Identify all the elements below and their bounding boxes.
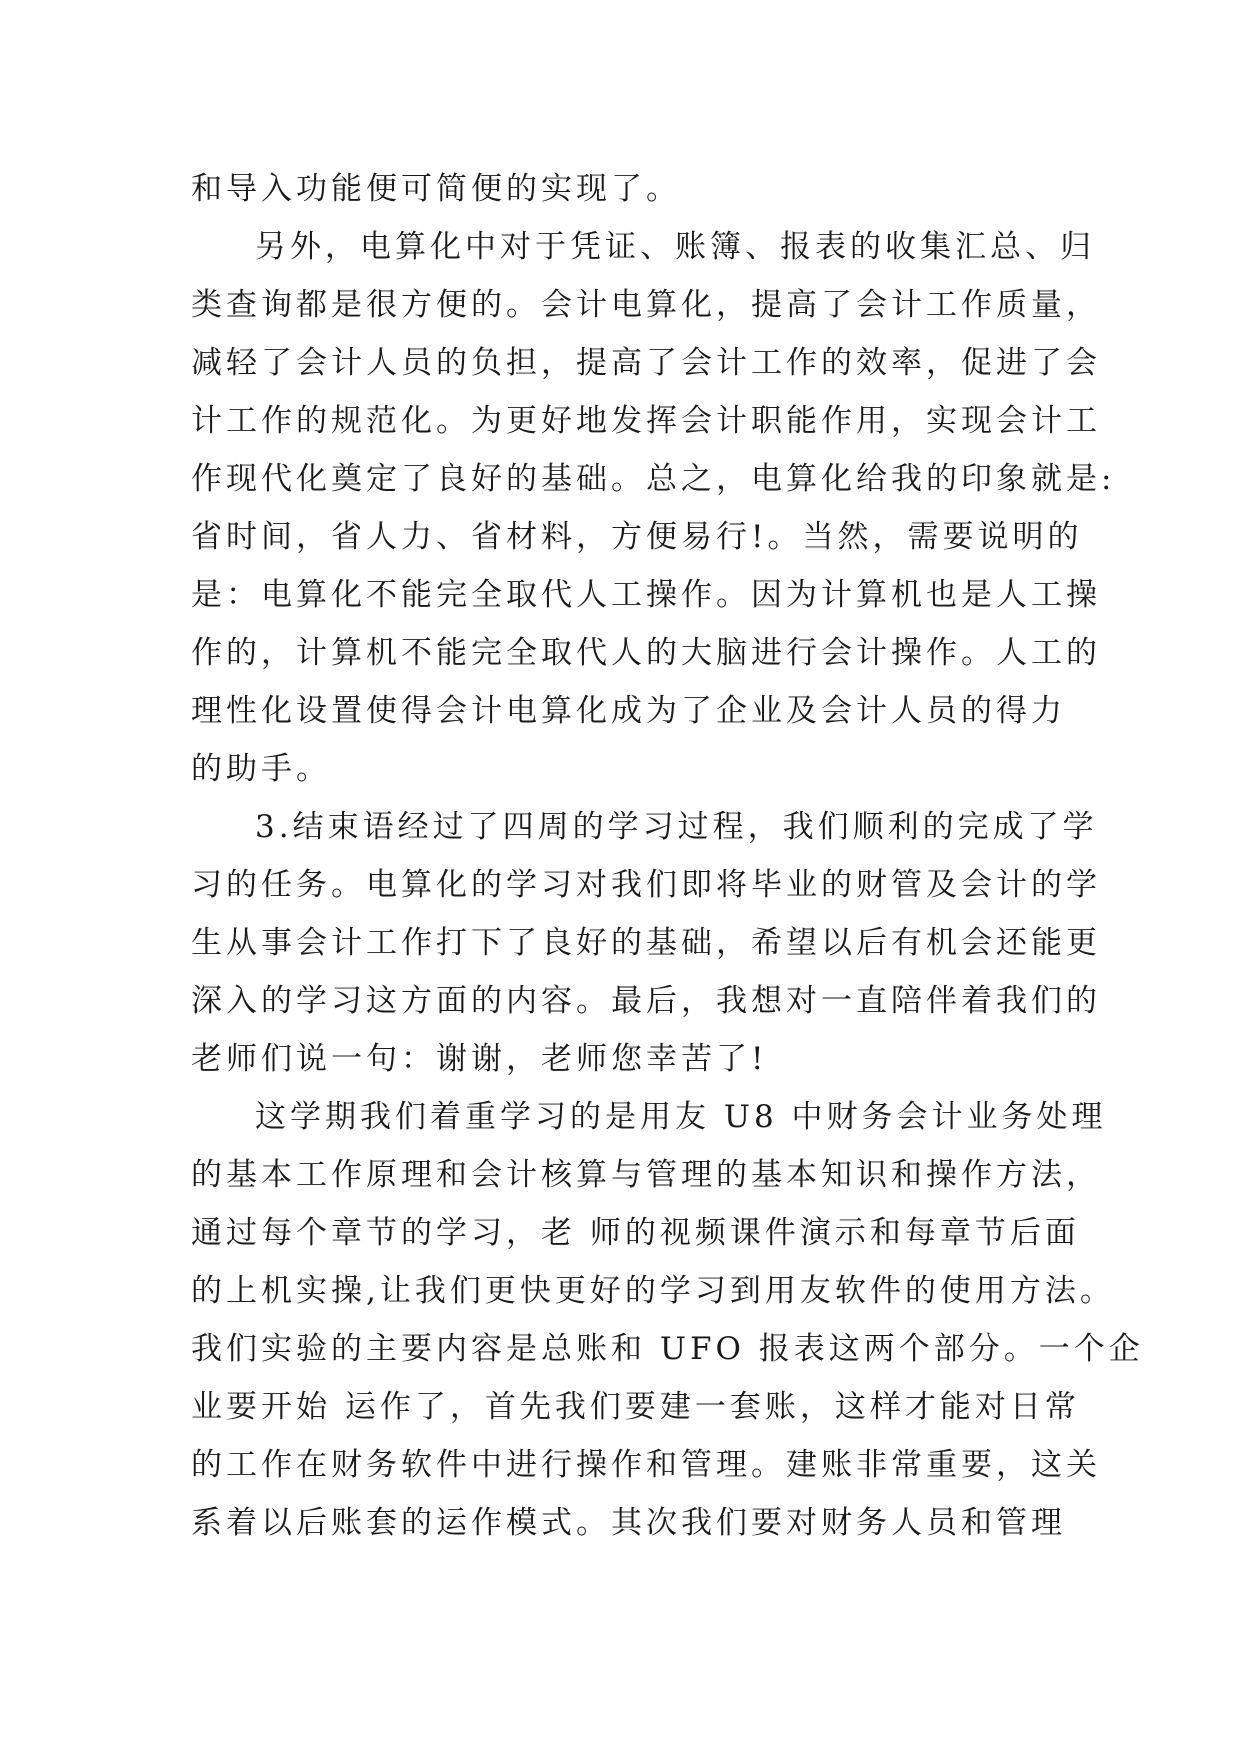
text-line: 深入的学习这方面的内容。最后，我想对一直陪伴着我们的 bbox=[191, 983, 1101, 1019]
text-line: 我们实验的主要内容是总账和 UFO 报表这两个部分。一个企 bbox=[191, 1331, 1144, 1367]
text-line: 计工作的规范化。为更好地发挥会计职能作用，实现会计工 bbox=[191, 403, 1101, 439]
text-line: 作的，计算机不能完全取代人的大脑进行会计操作。人工的 bbox=[191, 635, 1101, 671]
text-line: 这学期我们着重学习的是用友 U8 中财务会计业务处理 bbox=[255, 1099, 1107, 1135]
text-line: 作现代化奠定了良好的基础。总之，电算化给我的印象就是: bbox=[191, 461, 1116, 497]
paragraph-2 bbox=[191, 218, 1116, 798]
text-line: 的助手。 bbox=[191, 751, 331, 787]
text-line: 省时间，省人力、省材料，方便易行!。当然，需要说明的 bbox=[191, 519, 1083, 555]
text-line: 老师们说一句：谢谢，老师您幸苦了! bbox=[191, 1041, 768, 1077]
text-line: 的基本工作原理和会计核算与管理的基本知识和操作方法， bbox=[191, 1157, 1101, 1193]
text-line: 和导入功能便可简便的实现了。 bbox=[191, 171, 681, 207]
text-line: 系着以后账套的运作模式。其次我们要对财务人员和管理 bbox=[191, 1505, 1066, 1541]
paragraph-4 bbox=[191, 1088, 1144, 1552]
text-line: 理性化设置使得会计电算化成为了企业及会计人员的得力 bbox=[191, 693, 1066, 729]
text-line: 的工作在财务软件中进行操作和管理。建账非常重要，这关 bbox=[191, 1447, 1101, 1483]
text-line: 的上机实操,让我们更快更好的学习到用友软件的使用方法。 bbox=[191, 1273, 1115, 1309]
paragraph-3 bbox=[191, 798, 1101, 1088]
text-line: 类查询都是很方便的。会计电算化，提高了会计工作质量， bbox=[191, 287, 1101, 323]
text-line: 减轻了会计人员的负担，提高了会计工作的效率，促进了会 bbox=[191, 345, 1101, 381]
text-line: 通过每个章节的学习，老 师的视频课件演示和每章节后面 bbox=[191, 1215, 1080, 1251]
text-line: 是：电算化不能完全取代人工操作。因为计算机也是人工操 bbox=[191, 577, 1101, 613]
text-line: 习的任务。电算化的学习对我们即将毕业的财管及会计的学 bbox=[191, 867, 1101, 903]
paragraph-1 bbox=[191, 160, 1061, 218]
text-line: 另外，电算化中对于凭证、账簿、报表的收集汇总、归 bbox=[255, 229, 1095, 265]
text-line: 生从事会计工作打下了良好的基础，希望以后有机会还能更 bbox=[191, 925, 1101, 961]
document-body bbox=[191, 160, 1144, 1552]
text-line: 业要开始 运作了，首先我们要建一套账，这样才能对日常 bbox=[191, 1389, 1080, 1425]
text-line: 3.结束语经过了四周的学习过程，我们顺利的完成了学 bbox=[255, 809, 1098, 845]
